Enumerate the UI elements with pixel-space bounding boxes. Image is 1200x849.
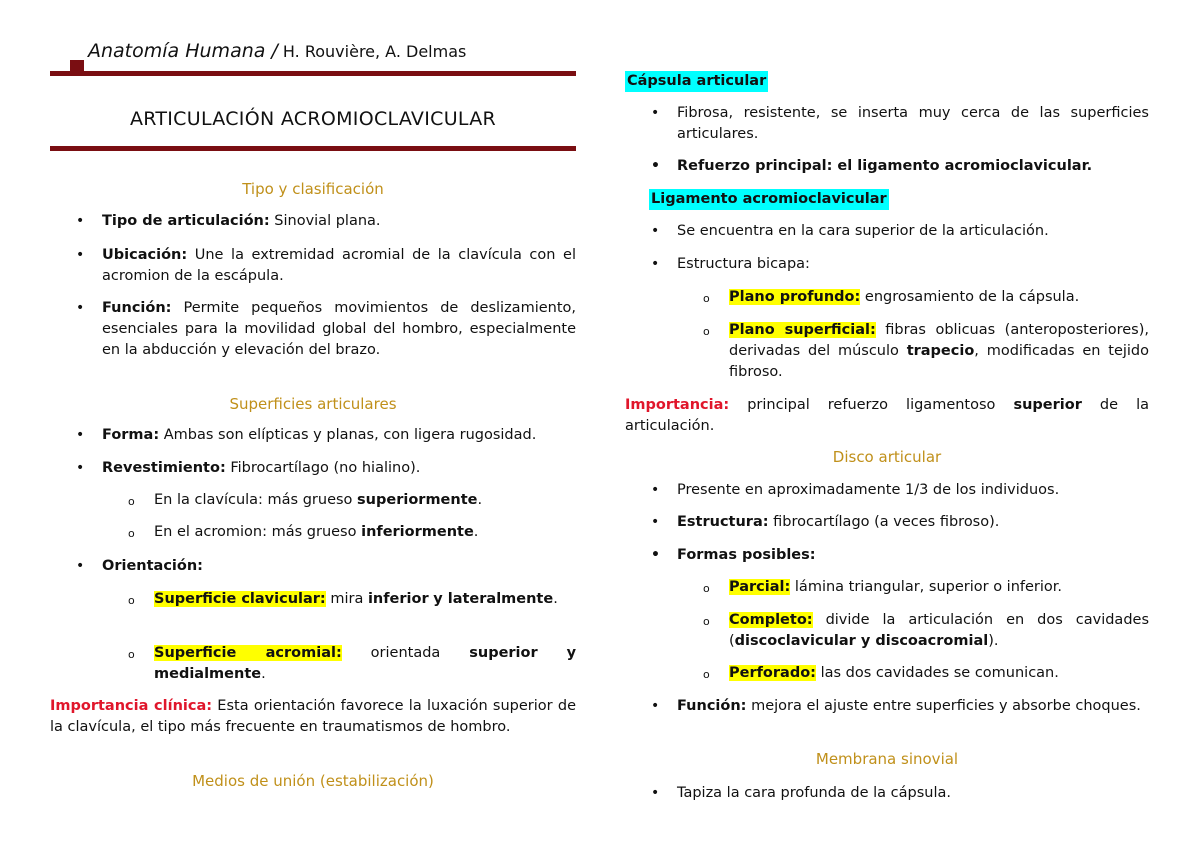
section-heading-tipo: Tipo y clasificación [242, 180, 384, 198]
importance-paragraph: Importancia: principal refuerzo ligamentoso superior de la articulación. [625, 397, 1150, 434]
sub-list-item: o Superficie acromial: orientada superior y medialmente. [154, 643, 576, 685]
section-heading-capsula: Cápsula articular [625, 71, 768, 92]
section-heading-superficies: Superficies articulares [229, 395, 397, 413]
clinical-importance-paragraph: Importancia clínica: Esta orientación favorece la luxación superior de la clavícula, el tipo más frecuente en traumatismos de hombro. [50, 698, 576, 735]
list-item: • Ubicación: Une la extremidad acromial de la clavícula con el acromion de la escápula. [102, 245, 576, 287]
sub-list-item: o En el acromion: más grueso inferiormente. [154, 522, 576, 543]
sub-list-item: o En la clavícula: más grueso superiormente. [154, 490, 576, 511]
list-item: • Orientación: [102, 556, 576, 577]
list-item: • Tapiza la cara profunda de la cápsula. [677, 783, 1149, 804]
sub-list-item: o Plano superficial: fibras oblicuas (anteroposteriores), derivadas del músculo trapecio, modificadas en tejido fibroso. [729, 320, 1149, 383]
header-rule [50, 71, 576, 76]
list-item: • Presente en aproximadamente 1/3 de los individuos. [677, 480, 1149, 501]
list-item: • Forma: Ambas son elípticas y planas, con ligera rugosidad. [102, 425, 576, 446]
sub-list-item: o Completo: divide la articulación en dos cavidades (discoclavicular y discoacromial). [729, 610, 1149, 652]
sub-list-item: o Perforado: las dos cavidades se comunican. [729, 663, 1149, 684]
list-item: • Formas posibles: [677, 545, 1149, 566]
list-item: • Fibrosa, resistente, se inserta muy cerca de las superficies articulares. [677, 103, 1149, 145]
list-item: • Refuerzo principal: el ligamento acromioclavicular. [677, 156, 1149, 177]
running-header [88, 40, 466, 62]
book-title: Anatomía Humana / [88, 40, 278, 62]
section-heading-membrana: Membrana sinovial [815, 750, 959, 768]
list-item: • Estructura: fibrocartílago (a veces fibroso). [677, 512, 1149, 533]
title-rule [50, 146, 576, 151]
list-item: • Se encuentra en la cara superior de la articulación. [677, 221, 1149, 242]
section-heading-medios: Medios de unión (estabilización) [192, 772, 434, 790]
page-title: ARTICULACIÓN ACROMIOCLAVICULAR [129, 108, 497, 130]
list-item: • Función: Permite pequeños movimientos de deslizamiento, esenciales para la movilidad global del hombro, especialmente en la abducción y elevación del brazo. [102, 298, 576, 361]
list-item: • Revestimiento: Fibrocartílago (no hialino). [102, 458, 576, 479]
sub-list-item: o Plano profundo: engrosamiento de la cápsula. [729, 287, 1149, 308]
list-item: • Tipo de articulación: Sinovial plana. [102, 211, 576, 232]
sub-list-item: o Parcial: lámina triangular, superior o inferior. [729, 577, 1149, 598]
section-heading-disco: Disco articular [832, 448, 942, 466]
list-item: • Función: mejora el ajuste entre superficies y absorbe choques. [677, 696, 1149, 717]
book-authors: H. Rouvière, A. Delmas [277, 42, 467, 61]
section-heading-ligamento: Ligamento acromioclavicular [649, 189, 889, 210]
sub-list-item: o Superficie clavicular: mira inferior y lateralmente. [154, 589, 576, 610]
list-item: • Estructura bicapa: [677, 254, 1149, 275]
